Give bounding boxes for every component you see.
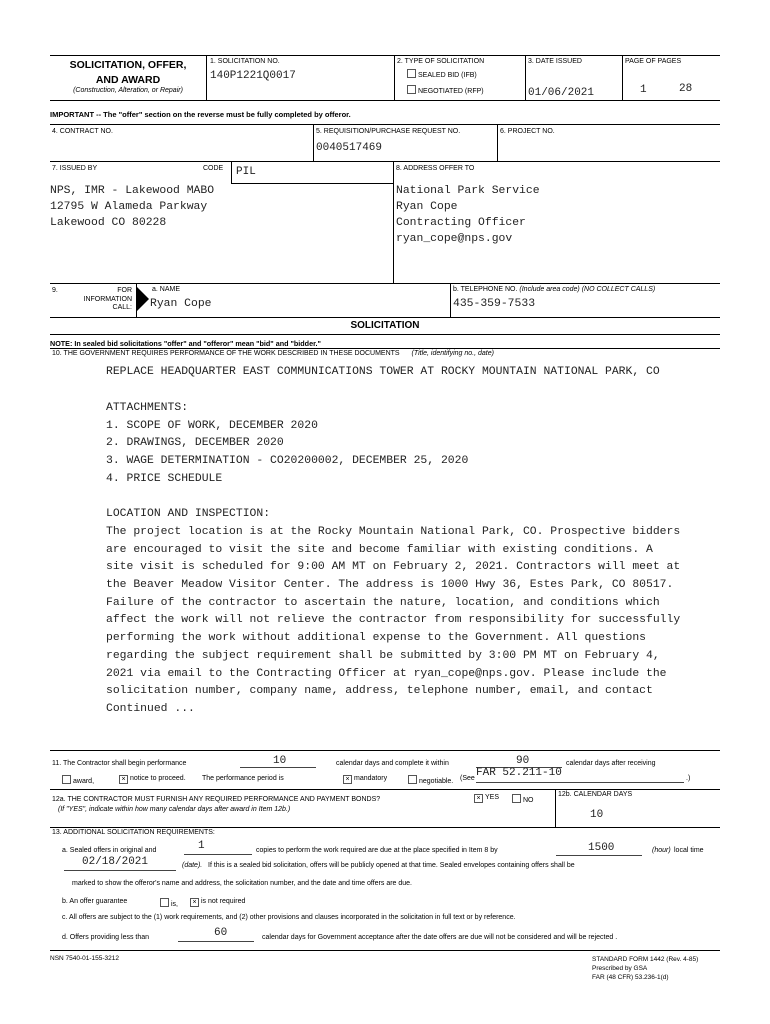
location-line: the Beaver Meadow Visitor Center. The address is 1000 Hwy 36, Estes Park, CO 80517. [106,579,674,591]
nsn-number: NSN 7540-01-155-3212 [50,955,120,962]
see-text: (See [460,775,475,782]
offer-address-line2: Ryan Cope [396,201,458,213]
bid-note: NOTE: In sealed bid solicitations "offer" and "offeror" mean "bid" and "bidder." [50,339,321,348]
work-title: REPLACE HEADQUARTER EAST COMMUNICATIONS TOWER AT ROCKY MOUNTAIN NATIONAL PARK, CO [106,366,660,378]
date-word: (date). [182,862,203,869]
bonds-no-checkbox[interactable] [512,794,521,803]
name-label: a. NAME [152,286,181,293]
telephone-label-tail: (NO COLLECT CALLS) [581,286,656,293]
for-info-line1: FOR [117,287,132,294]
for-information-call [60,287,132,313]
field11-text-b: calendar days and complete it within [336,760,449,767]
award-option[interactable] [62,775,94,786]
offer-address-line4: ryan_cope@nps.gov [396,233,513,245]
field12a-instruction: (If "YES", indicate within how many calendar days after award in Item 12b.) [58,806,291,813]
continued-note: Continued ... [106,703,195,715]
guarantee-not-label: is not required [201,898,246,905]
negotiable-checkbox[interactable] [408,775,417,784]
form-subtitle: (Construction, Alteration, or Repair) [73,87,183,94]
location-line: 2021 via email to the Contracting Officer at ryan_cope@nps.gov. Please include the [106,668,667,680]
bonds-yes-checkbox[interactable]: × [474,794,483,803]
field10-label [52,350,494,358]
field13a-text2: copies to perform the work required are due at the place specified in Item 8 by [256,847,498,854]
location-line: performing the work without additional expense to the Government. All questions [106,632,647,644]
acceptance-days-field[interactable]: 60 [214,927,228,939]
guarantee-is-checkbox[interactable] [160,898,169,907]
negotiated-option[interactable] [407,85,484,96]
negotiated-label: NEGOTIATED (RFP) [418,88,484,95]
due-time-field[interactable]: 1500 [588,842,615,854]
complete-days-field[interactable]: 90 [516,755,530,767]
guarantee-not-checkbox[interactable]: × [190,898,199,907]
issuer-line2: 12795 W Alameda Parkway [50,201,208,213]
field9-number: 9. [52,287,58,294]
offer-address [396,183,540,247]
field10-label-italic: (Title, identifying no., date) [411,350,494,357]
location-line: Failure of the contractor to ascertain the nature, location, and conditions which [106,597,660,609]
telephone-label-italic: (Include area code) [519,286,580,293]
address-offer-label: 8. ADDRESS OFFER TO [396,165,475,172]
location-line: site visit is scheduled for 9:00 AM MT on February 2, 2021. Contractors will meet at [106,561,681,573]
field13a-text1: a. Sealed offers in original and [62,847,157,854]
telephone-label [453,286,655,294]
field13c-text: c. All offers are subject to the (1) work requirements, and (2) other provisions and clauses incorporated in the solicitation in full text or by reference. [62,914,516,921]
date-issued-field[interactable]: 01/06/2021 [528,87,595,99]
location-heading: LOCATION AND INSPECTION: [106,508,271,520]
attachment-item: 4. PRICE SCHEDULE [106,473,223,485]
bonds-no-label: NO [523,797,534,804]
for-info-line2: INFORMATION [83,295,132,303]
code-label: CODE [203,165,224,172]
form-title [50,58,206,88]
negotiated-checkbox[interactable] [407,85,416,94]
pages-total-field[interactable]: 28 [679,83,693,95]
requisition-label: 5. REQUISITION/PURCHASE REQUEST NO. [316,128,461,135]
page-of-pages-label: PAGE OF PAGES [625,58,682,65]
notice-label: notice to proceed. [130,775,186,782]
telephone-field[interactable]: 435-359-7533 [453,298,536,310]
solicitation-no-field[interactable]: 140P1221Q0017 [210,70,296,82]
mandatory-label: mandatory [354,775,388,782]
local-time-label: local time [674,847,704,854]
sealed-bid-option[interactable] [407,69,477,80]
form-title-line1: SOLICITATION, OFFER, [69,59,187,71]
contact-name-field[interactable]: Ryan Cope [150,298,212,310]
form-identifier [592,955,698,982]
far-cfr-line: FAR (48 CFR) 53.236-1(d) [592,974,669,981]
negotiable-label: negotiable. [419,778,454,785]
notice-checkbox[interactable]: × [119,775,128,784]
field13b-text: b. An offer guarantee [62,898,128,905]
field11-text-c: calendar days after receiving [566,760,656,767]
attachment-item: 2. DRAWINGS, DECEMBER 2020 [106,437,284,449]
location-line: affect the work will not relieve the contractor from responsibility for successfully [106,614,681,626]
attachments-heading: ATTACHMENTS: [106,402,189,414]
award-checkbox[interactable] [62,775,71,784]
hour-label: (hour) [652,847,671,854]
bond-days-field[interactable]: 10 [590,809,604,821]
field13d-text2: calendar days for Government acceptance after the date offers are due will not be considered and will be rejected . [262,934,618,941]
location-line: solicitation number, company name, address, telephone number, email, and contact [106,685,653,697]
field12a-label: 12a. THE CONTRACTOR MUST FURNISH ANY REQUIRED PERFORMANCE AND PAYMENT BONDS? [52,796,381,803]
mandatory-option[interactable] [343,775,387,784]
field12b-label: 12b. CALENDAR DAYS [558,791,633,798]
guarantee-is-option[interactable] [160,898,178,909]
issuer-address [50,183,214,231]
mandatory-checkbox[interactable]: × [343,775,352,784]
see-close: .) [686,775,691,782]
attachment-item: 3. WAGE DETERMINATION - CO20200002, DECEMBER 25, 2020 [106,455,469,467]
issuer-line3: Lakewood CO 80228 [50,217,167,229]
copies-field[interactable]: 1 [198,840,205,852]
performance-period-text: The performance period is [202,775,284,782]
location-line: are encouraged to visit the site and become familiar with existing conditions. A [106,544,653,556]
solicitation-type-label: 2. TYPE OF SOLICITATION [397,58,485,65]
bonds-yes-label: YES [485,794,500,801]
notice-option[interactable] [119,775,186,784]
offer-address-line1: National Park Service [396,185,540,197]
field13-label: 13. ADDITIONAL SOLICITATION REQUIREMENTS: [52,829,215,836]
field13d-text1: d. Offers providing less than [62,934,150,941]
bonds-no-option[interactable] [512,794,534,805]
bonds-yes-option[interactable] [474,794,499,803]
solicitation-heading: SOLICITATION [350,320,420,331]
sealed-bid-label: SEALED BID (IFB) [418,72,477,79]
location-line: The project location is at the Rocky Mountain National Park, CO. Prospective bidders [106,526,681,538]
sealed-bid-checkbox[interactable] [407,69,416,78]
arrow-right-icon [137,287,149,311]
field13a-text4: marked to show the offeror's name and address, the solicitation number, and the date and time offers are due. [72,880,413,887]
location-line: regarding the subject requirement shall be submitted by 3:00 PM MT on February 4, [106,650,660,662]
field10-label-main: 10. THE GOVERNMENT REQUIRES PERFORMANCE OF THE WORK DESCRIBED IN THESE DOCUMENTS [52,350,400,357]
date-issued-label: 3. DATE ISSUED [528,58,582,65]
attachment-item: 1. SCOPE OF WORK, DECEMBER 2020 [106,420,318,432]
field13a-text3: If this is a sealed bid solicitation, offers will be publicly opened at that time. Sealed envelopes containing offers shall be [208,862,575,869]
solicitation-no-label: 1. SOLICITATION NO. [210,58,280,65]
prescribed-line: Prescribed by GSA [592,965,648,972]
issuer-line1: NPS, IMR - Lakewood MABO [50,185,215,197]
guarantee-is-label: is, [171,901,178,908]
for-info-line3: CALL: [112,304,132,311]
project-no-label: 6. PROJECT NO. [500,128,555,135]
important-notice: IMPORTANT -- The "offer" section on the reverse must be fully completed by offeror. [50,110,351,119]
begin-days-field[interactable]: 10 [273,755,287,767]
offer-address-line3: Contracting Officer [396,217,526,229]
contract-no-label: 4. CONTRACT NO. [52,128,113,135]
issued-by-label: 7. ISSUED BY [52,165,98,172]
page-number-field[interactable]: 1 [640,84,647,96]
due-date-field[interactable]: 02/18/2021 [82,856,149,868]
far-reference-field[interactable]: FAR 52.211-10 [476,767,562,779]
form-title-line2: AND AWARD [95,74,161,86]
negotiable-option[interactable] [408,775,453,786]
code-field[interactable]: PIL [236,166,256,178]
guarantee-not-option[interactable] [190,898,245,907]
telephone-label-main: b. TELEPHONE NO. [453,286,518,293]
award-label: award, [73,778,95,785]
standard-form-line: STANDARD FORM 1442 (Rev. 4-85) [592,956,699,963]
field11-text-a: 11. The Contractor shall begin performance [52,760,187,767]
requisition-no-field[interactable]: 0040517469 [316,142,383,154]
